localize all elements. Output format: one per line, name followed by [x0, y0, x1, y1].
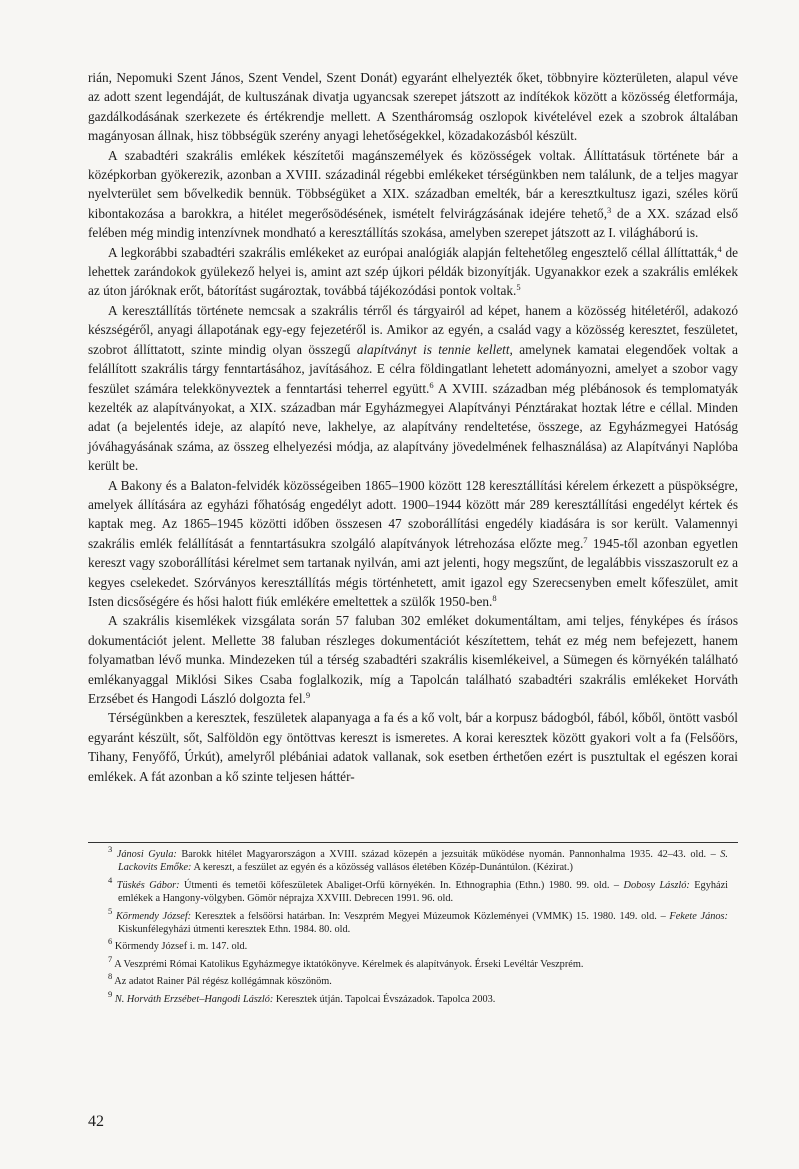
- paragraph-1: rián, Nepomuki Szent János, Szent Vendel, Szent Donát) egyaránt elhelyezték őket, többnyire közterületen, alapul véve az adott szent legendáját, de kultuszának divatja ugyancsak szerepet játszott az indítékok között a közösség életformája, gazdálkodásának szerkezete és értékrendje mellett. A Szentháromság oszlopok kivételével ezek a szobrok általában magányosan állnak, hisz többségük szerény anyagi lehetőségekkel, közadakozásból készült.: [88, 70, 738, 144]
- footnote-8: $^8$ Az adatot Rainer Pál régész kollégámnak köszönöm.: [108, 971, 332, 988]
- paragraph-3: A legkorábbi szabadtéri szakrális emlékeket az európai analógiák alapján feltehetőleg engesztelő céllal állíttatták,$^4$ de lehettek zarándokok gyülekező helyei is, amint azt szép újkori példák bizonyítják. Ugyanakkor ezek a szakrális emlékek az úton járóknak erőt, bátorítást sugároztak, továbbá tájékozódási pontok voltak.$^5$: [88, 243, 738, 299]
- footnote-4: $^4$ Tüskés Gábor: Útmenti és temetői kőfeszületek Abaliget-Orfű környékén. In. Ethnographia (Ethn.) 1980. 99. old. – Dobosy László: Egyházi emlékek a Hangony-völgyben. Gömör néprajza XXVIII. Debrecen 1991. 96. old.: [108, 874, 729, 905]
- page-number: 42: [88, 1113, 104, 1130]
- footnote-3: $^3$ Jánosi Gyula: Barokk hitélet Magyarországon a XVIII. század közepén a jezsuiták működése nyomán. Pannonhalma 1935. 42–43. old. – S. Lackovits Emőke: A kereszt, a feszület az egyén és a közösség vallásos életében Közép-Dunántúlon. (Kézirat.): [108, 844, 728, 874]
- paragraph-5: A Bakony és a Balaton-felvidék közösségeiben 1865–1900 között 128 keresztállítási kérelem érkezett a püspökségre, amelyek állítására az egyházi főhatóság engedélyt adott. 1900–1944 között már 289 keresztállítási engedélyt kértek és kaptak meg. Az 1865–1945 közötti időben összesen 47 szoborállítási engedély kiadására is sor került. Valamennyi szakrális emlék felállítását a fenntartásukra szolgáló alapítványok létrehozása előzte meg.$^7$ 1945-től azonban egyetlen kereszt vagy szoborállítási kérelmet sem tartanak nyilván, ami azt jelenti, hogy megszűnt, de legalábbis visszaszorult ez a kegyes cselekedet. Szórványos keresztállítás mégis történhetett, amit igazol egy Szerecsenyben emelt kőfeszület, amit Isten dicsőségére és hősi halott fiúk emlékére emeltettek a szülők 1950-ben.$^8$: [88, 477, 738, 609]
- footnote-ref-5: 5: [516, 282, 521, 293]
- paragraph-6: A szakrális kisemlékek vizsgálata során 57 faluban 302 emléket dokumentáltam, ami teljes, fényképes és írásos dokumentációt jelent. Mellette 38 faluban részleges dokumentációt készítettem, tehát ez még nem befejezett, hanem folyamatban lévő munka. Mindezeken túl a térség szabadtéri szakrális kisemlékeivel, a Sümegen és környékén található emlékanyaggal Miklósi Sikes Csaba foglalkozik, míg a Tapolcán található szabadtéri szakrális emlékeket Horváth Erzsébet és Hangodi László dolgozta fel.$^9$: [88, 613, 738, 706]
- footnote-7: $^7$ A Veszprémi Római Katolikus Egyházmegye iktatókönyve. Kérelmek és alapítványok. Érseki Levéltár Veszprém.: [108, 953, 584, 970]
- footnote-ref-4: 4: [717, 243, 722, 254]
- footnote-9: $^9$ N. Horváth Erzsébet–Hangodi László: Keresztek útján. Tapolcai Évszázadok. Tapolca 2003.: [108, 988, 496, 1005]
- footnote-separator: [88, 842, 738, 843]
- paragraph-2: A szabadtéri szakrális emlékek készítetői magánszemélyek és közösségek voltak. Állíttatásuk története bár a középkorban gyökerezik, azonban a XVIII. századinál régebbi emlékeket térségünkben nem találunk, de a teljes magyar nyelvterület sem bővelkedik bennük. Többségüket a XIX. században emelték, bár a keresztkultusz igazi, széles körű kibontakozása a barokkra, a hitélet megerősödésének, ismételt felvirágzásának idejére tehető,$^3$ de a XX. század első felében még mindig intenzívnek mondható a keresztállítás szokása, amelyben szerepet játszott az I. világháború is.: [88, 147, 738, 241]
- footnote-ref-3: 3: [607, 204, 612, 215]
- footnote-ref-6: 6: [429, 379, 434, 390]
- italic-phrase: alapítványt is tennie kellett,: [356, 341, 513, 357]
- paragraph-7: Térségünkben a keresztek, feszületek alapanyaga a fa és a kő volt, bár a korpusz bádogból, fából, kőből, öntött vasból egyaránt készült, sőt, Salföldön egy öntöttvas kereszt is ismeretes. A korai keresztek között gyakori volt a fa (Felsőörs, Tihany, Fenyőfő, Úrkút), amelyről plébániai adatok vallanak, sok esetben érthetően ezért is pusztultak el egészen korai emlékek. A fát azonban a kő szinte teljesen háttér-: [88, 710, 738, 784]
- footnotes: [108, 844, 729, 1010]
- footnote-ref-7: 7: [583, 534, 588, 545]
- footnote-ref-9: 9: [305, 690, 311, 700]
- footnote-6: $^6$ Körmendy József i. m. 147. old.: [108, 936, 248, 953]
- footnote-ref-8: 8: [492, 592, 497, 603]
- footnote-5: $^5$ Körmendy József: Keresztek a felsőörsi határban. In: Veszprém Megyei Múzeumok Közleményei (VMMK) 15. 1980. 149. old. – Fekete János: Kiskunfélegyházi útmenti keresztek Ethn. 1984. 80. old.: [108, 905, 728, 936]
- paragraph-4: A keresztállítás története nemcsak a szakrális térről és tárgyairól ad képet, hanem a közösség hitéletéről, adakozó készségéről, anyagi állapotának egy-egy fejezetéről is. Amikor az egyén, a család vagy a közösség keresztet, feszületet, szobrot állíttatott, szinte mindig olyan összegű alapítványt is tennie kellett, amelynek kamatai elegendőek voltak a felállított szakrális tárgy fenntartásához, javításához. E célra földingatlant lehetett adományozni, amelyet a szobor vagy feszület számára telekkönyveztek a fenntartási teherrel együtt.$^6$ A XVIII. században még plébánosok és templomatyák kezelték az alapítványokat, a XIX. században már Egyházmegyei Alapítványi Pénztárakat hoztak létre e céllal. Minden adat (a bejelentés ideje, az alapító neve, lakhelye, az alapítvány rendeltetése, összege, az Egyházmegyei Hatóság jóváhagyásának száma, az összeg elhelyezési módja, az alapítvány jövedelmének felhasználása) az Alapítványi Naplóba került be.: [88, 302, 739, 474]
- body-text: [88, 68, 738, 786]
